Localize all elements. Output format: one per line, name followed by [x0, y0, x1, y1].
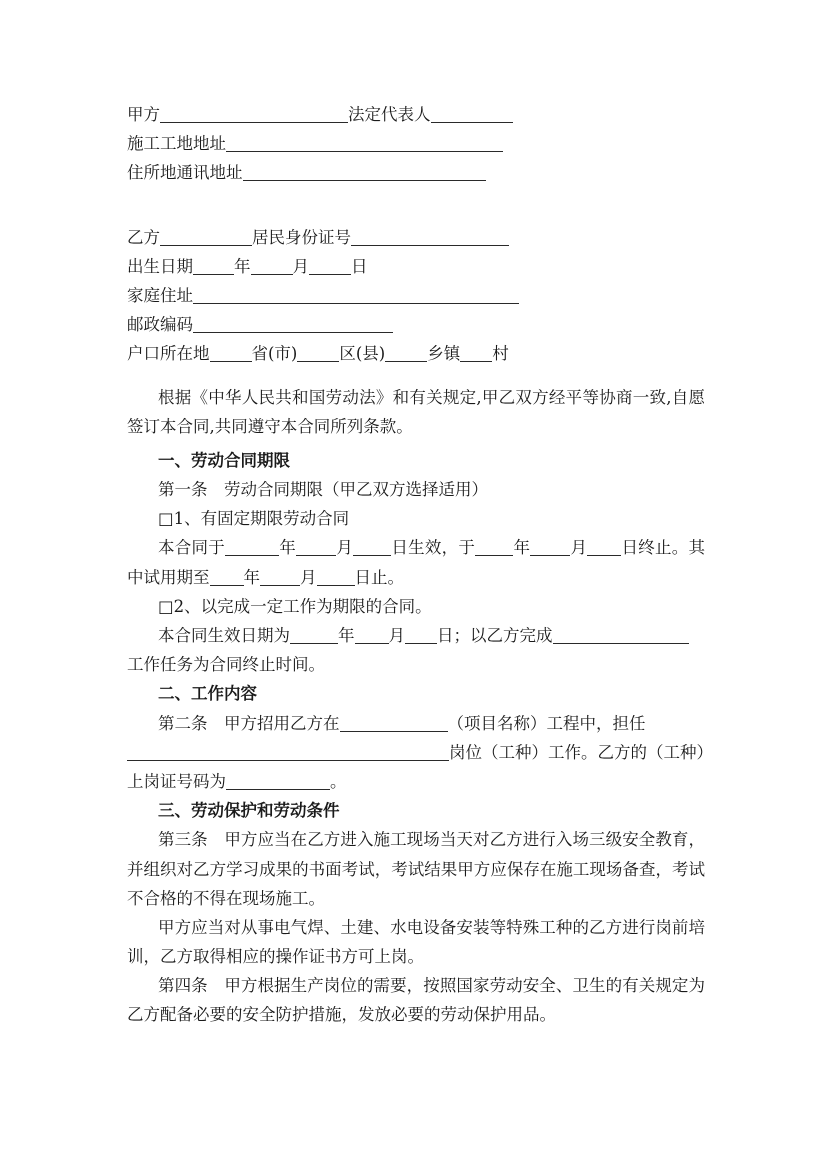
mailing-address-line	[127, 158, 705, 187]
party-b-line	[127, 223, 705, 252]
province-label: 省(市)	[251, 344, 298, 364]
township-label: 乡镇	[427, 344, 461, 364]
preamble-line-2: 签订本合同,共同遵守本合同所列条款。	[127, 416, 413, 436]
text-segment: 日生效，于	[391, 538, 476, 558]
party-b-block	[127, 223, 705, 369]
preamble-paragraph	[127, 383, 705, 441]
option-2-text-line-1	[127, 621, 705, 650]
effective-day-blank	[405, 629, 437, 644]
preamble-line-1: 根据《中华人民共和国劳动法》和有关规定,甲乙双方经平等协商一致,自愿	[158, 387, 705, 407]
legal-representative-label: 法定代表人	[348, 105, 431, 124]
text-segment: 月	[388, 626, 405, 645]
start-year-blank	[225, 541, 279, 556]
text-segment: 。	[330, 771, 347, 791]
article-3-para2-line-1: 甲方应当对从事电气焊、土建、水电设备安装等特殊工种的乙方进行岗前培	[158, 917, 705, 937]
checkbox-icon: □	[158, 509, 174, 529]
article-4-line-1: 第四条 甲方根据生产岗位的需要，按照国家劳动安全、卫生的有关规定为	[158, 976, 705, 996]
article-4-line-2: 乙方配备必要的安全防护措施，发放必要的劳动保护用品。	[127, 1005, 556, 1025]
text-segment: 上岗证号码为	[127, 771, 226, 791]
article-3-line-1: 第三条 甲方应当在乙方进入施工现场当天对乙方进行入场三级安全教育，	[158, 830, 705, 850]
article-3-line-2: 并组织对乙方学习成果的书面考试，考试结果甲方应保存在施工现场备查，考试	[127, 859, 705, 879]
text-segment: 年	[513, 538, 531, 558]
birth-day-blank	[309, 260, 351, 275]
text-segment: 本合同于	[158, 538, 226, 558]
text-segment: 月	[570, 538, 588, 558]
option-1-text-line-1	[127, 533, 705, 562]
site-address-label: 施工工地地址	[127, 134, 226, 154]
site-address-blank	[226, 137, 503, 152]
birth-year-blank	[193, 260, 234, 275]
article-3-line-3: 不合格的不得在现场施工。	[127, 888, 325, 908]
section-2	[127, 679, 713, 796]
text-segment: 日；以乙方完成	[437, 626, 553, 645]
text-segment: 月	[336, 538, 354, 558]
end-day-blank	[587, 541, 621, 556]
text-segment: （项目名称）工程中，担任	[447, 713, 646, 733]
article-3-para2-line-2: 训，乙方取得相应的操作证书方可上岗。	[127, 947, 424, 967]
home-address-line	[127, 281, 705, 310]
township-blank	[385, 347, 427, 362]
checkbox-icon: □	[158, 596, 174, 616]
section-1	[127, 446, 705, 680]
option-1-line	[127, 504, 705, 533]
text-segment: 第二条 甲方招用乙方在	[158, 713, 340, 733]
day-label: 日	[351, 256, 368, 276]
text-segment: 日终止。其	[621, 538, 706, 558]
village-blank	[460, 347, 492, 362]
home-address-blank	[193, 289, 519, 304]
birth-month-blank	[251, 260, 293, 275]
option-2-line	[127, 592, 705, 621]
party-b-name-blank	[160, 231, 252, 246]
option-1-text-line-2	[127, 563, 705, 592]
certificate-number-blank	[226, 775, 330, 790]
section-2-heading: 二、工作内容	[158, 684, 257, 704]
text-segment: 日止。	[354, 567, 404, 587]
text-segment: 年	[279, 538, 297, 558]
id-number-label: 居民身份证号	[252, 227, 351, 247]
contract-body	[127, 100, 713, 1030]
start-day-blank	[353, 541, 391, 556]
task-blank	[553, 629, 689, 644]
village-label: 村	[492, 344, 509, 364]
mailing-address-label: 住所地通讯地址	[127, 163, 243, 183]
party-a-label: 甲方	[127, 105, 160, 124]
party-a-name-blank	[160, 108, 348, 123]
text-segment: 年	[243, 567, 260, 587]
end-year-blank	[475, 541, 513, 556]
project-name-blank	[340, 717, 448, 732]
district-blank	[297, 347, 339, 362]
effective-month-blank	[355, 629, 389, 644]
text-segment: 年	[338, 626, 355, 645]
birth-date-label: 出生日期	[127, 256, 193, 276]
effective-year-blank	[290, 629, 338, 644]
probation-day-blank	[317, 571, 355, 586]
start-month-blank	[296, 541, 336, 556]
district-label: 区(县)	[339, 344, 386, 364]
month-label: 月	[292, 256, 309, 276]
probation-month-blank	[260, 571, 300, 586]
end-month-blank	[530, 541, 570, 556]
section-3-heading: 三、劳动保护和劳动条件	[158, 801, 340, 821]
party-a-line	[127, 100, 705, 129]
article-1-title: 第一条 劳动合同期限（甲乙双方选择适用）	[158, 480, 488, 500]
article-2-line-1	[127, 709, 705, 738]
option-2-text-line-2: 工作任务为合同终止时间。	[127, 655, 325, 675]
probation-year-blank	[210, 571, 244, 586]
postal-code-label: 邮政编码	[127, 315, 193, 335]
birth-date-line	[127, 252, 705, 281]
postal-code-line	[127, 310, 705, 339]
mailing-address-blank	[243, 166, 486, 181]
home-address-label: 家庭住址	[127, 285, 193, 305]
article-2-line-3	[127, 767, 705, 796]
text-segment: 本合同生效日期为	[158, 626, 290, 645]
year-label: 年	[234, 256, 251, 276]
option-1-label: 1、有固定期限劳动合同	[173, 509, 350, 529]
text-segment: 月	[300, 567, 317, 587]
party-a-block	[127, 100, 705, 188]
postal-code-blank	[193, 318, 393, 333]
id-number-blank	[351, 231, 509, 246]
hukou-line	[127, 339, 705, 368]
province-blank	[210, 347, 252, 362]
hukou-label: 户口所在地	[127, 344, 210, 364]
text-segment: 岗位（工种）工作。乙方的（工种）	[449, 742, 713, 762]
article-2-line-2	[127, 738, 713, 767]
position-blank	[127, 746, 449, 761]
site-address-line	[127, 129, 705, 158]
option-2-label: 2、以完成一定工作为期限的合同。	[173, 596, 432, 616]
party-b-label: 乙方	[127, 227, 160, 247]
text-segment: 中试用期至	[127, 567, 210, 587]
legal-representative-blank	[431, 108, 513, 123]
section-1-heading: 一、劳动合同期限	[158, 450, 290, 470]
section-3	[127, 796, 705, 1030]
